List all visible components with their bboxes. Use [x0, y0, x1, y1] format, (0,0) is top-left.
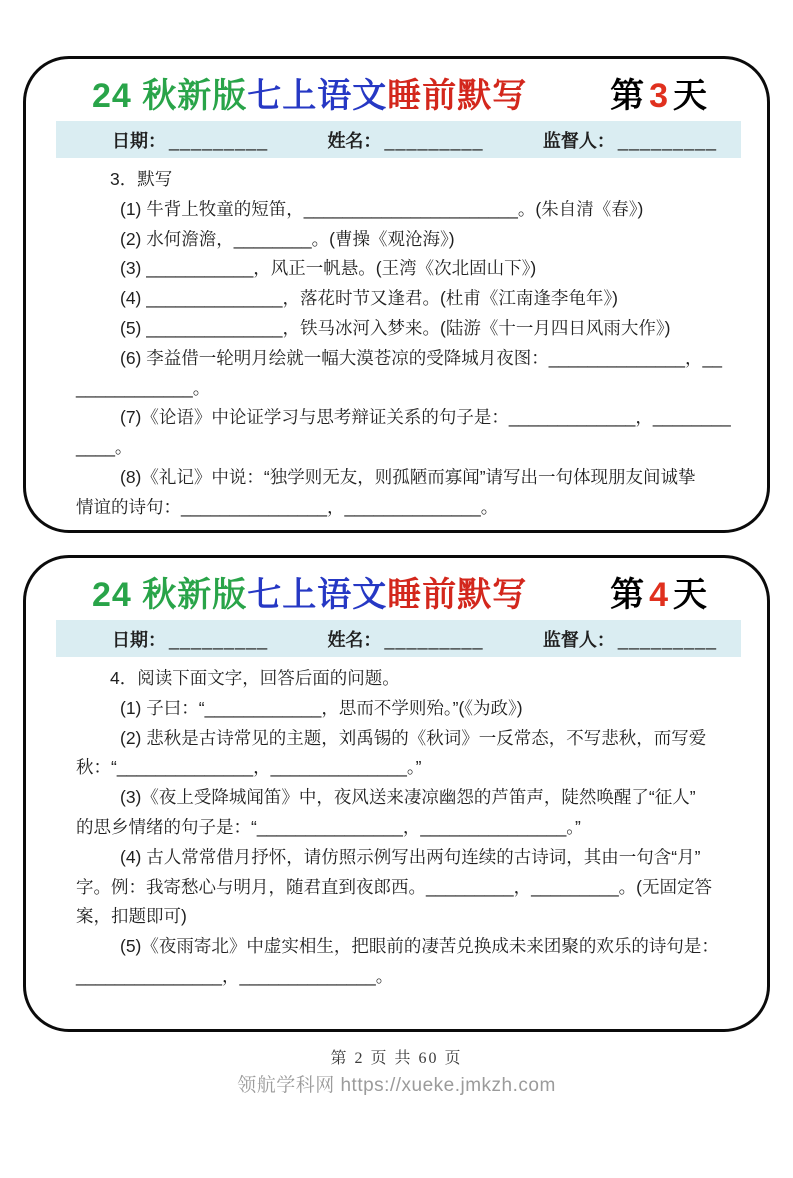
site-link: 领航学科网 https://xueke.jmkzh.com [237, 1075, 556, 1096]
page-number: 第 2 页 共 60 页 [330, 1050, 463, 1067]
name-label: 姓名： [327, 130, 382, 151]
question-line-continuation: 秋：“______________，______________。” [76, 757, 422, 778]
supervisor-field [543, 127, 717, 153]
day-suffix: 天 [673, 77, 707, 115]
question-line: (6) 李益借一轮明月绘就一幅大漠苍凉的受降城月夜图：______________，__ [120, 347, 722, 368]
info-bar [56, 620, 741, 657]
question-line: (5)《夜雨寄北》中虚实相生，把眼前的凄苦兑换成未来团聚的欢乐的诗句是： [120, 936, 719, 957]
question-line-continuation: _______________，______________。 [76, 965, 394, 986]
question-line: (4) ______________，落花时节又逢君。(杜甫《江南逢李龟年》) [120, 288, 618, 309]
date-label: 日期： [112, 130, 166, 151]
card-title-row [26, 59, 767, 117]
worksheet-card-day3 [23, 56, 770, 533]
supervisor-blank: _________ [617, 130, 717, 151]
day-number: 4 [649, 576, 668, 614]
question-line-continuation: 情谊的诗句：_______________，______________。 [76, 496, 499, 517]
question-line-continuation: 的思乡情绪的句子是：“_______________，_______________。” [76, 816, 581, 837]
date-blank: _________ [169, 130, 269, 151]
section-heading: 4．阅读下面文字，回答后面的问题。 [110, 668, 400, 688]
title-edition: 24 秋新版 [92, 77, 248, 115]
date-field [112, 127, 268, 153]
title-subject: 七上语文 [247, 576, 388, 614]
question-line: (1) 子曰：“____________，思而不学则殆。”(《为政》) [120, 697, 523, 718]
day-number: 3 [649, 77, 668, 115]
title-edition: 24 秋新版 [92, 576, 248, 614]
page-footer [0, 1045, 793, 1097]
question-line: (5) ______________，铁马冰河入梦来。(陆游《十一月四日风雨大作》) [120, 317, 671, 338]
question-line-continuation: ____。 [76, 437, 133, 458]
name-label: 姓名： [327, 629, 382, 650]
question-line-continuation: 案，扣题即可) [76, 906, 187, 927]
supervisor-field [543, 626, 717, 652]
question-line-continuation: 字。例：我寄愁心与明月，随君直到夜郎西。_________，_________。(无固定答 [76, 876, 713, 897]
question-line: (4) 古人常常借月抒怀，请仿照示例写出两句连续的古诗词，其由一句含“月” [120, 846, 701, 867]
card-title-row [26, 558, 767, 616]
question-line: (3)《夜上受降城闻笛》中，夜风送来凄凉幽怨的芦笛声，陡然唤醒了“征人” [120, 787, 696, 808]
title-subject: 七上语文 [247, 77, 388, 115]
day-badge [610, 567, 707, 616]
supervisor-blank: _________ [617, 629, 717, 650]
question-line: (1) 牛背上牧童的短笛，______________________。(朱自清《春》) [120, 198, 644, 219]
question-line: (2) 悲秋是古诗常见的主题，刘禹锡的《秋词》一反常态，不写悲秋，而写爱 [120, 727, 707, 748]
question-line: (7)《论语》中论证学习与思考辩证关系的句子是：_____________，________ [120, 407, 731, 428]
day-badge [610, 68, 707, 117]
name-field [327, 127, 483, 153]
name-blank: _________ [384, 130, 484, 151]
supervisor-label: 监督人： [542, 130, 615, 151]
question-line: (3) ___________，风正一帆悬。(王湾《次北固山下》) [120, 258, 537, 279]
card-title [92, 567, 527, 616]
card-title [92, 68, 527, 117]
day-suffix: 天 [673, 576, 707, 614]
day-prefix: 第 [610, 576, 645, 614]
name-field [327, 626, 483, 652]
supervisor-label: 监督人： [542, 629, 615, 650]
worksheet-card-day4 [23, 555, 770, 1032]
date-field [112, 626, 268, 652]
questions-section [26, 657, 767, 992]
day-prefix: 第 [610, 77, 645, 115]
title-type: 睡前默写 [387, 77, 528, 115]
section-heading: 3．默写 [110, 169, 173, 189]
question-line: (2) 水何澹澹，________。(曹操《观沧海》) [120, 228, 455, 249]
name-blank: _________ [384, 629, 484, 650]
question-line-continuation: ____________。 [76, 377, 211, 398]
info-bar [56, 121, 741, 158]
title-type: 睡前默写 [387, 576, 528, 614]
question-line: (8)《礼记》中说：“独学则无友，则孤陋而寡闻”请写出一句体现朋友间诚挚 [120, 466, 696, 487]
questions-section [26, 158, 767, 523]
date-blank: _________ [169, 629, 269, 650]
date-label: 日期： [112, 629, 166, 650]
